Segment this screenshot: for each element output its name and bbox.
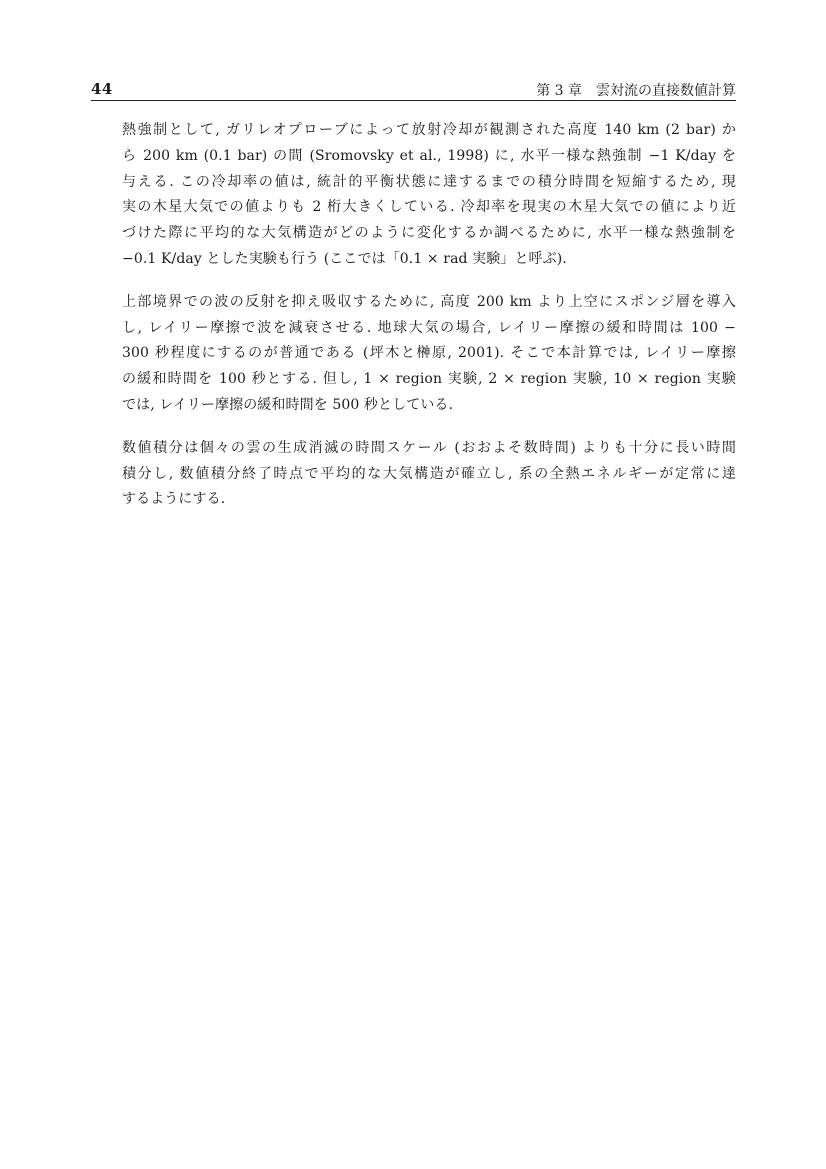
text-line: ら 200 km (0.1 bar) の間 (Sromovsky et al., 1998) に, 水平一様な熱強制 −1 K/day を bbox=[122, 147, 736, 164]
text-line: するようにする. bbox=[122, 491, 226, 508]
paragraph-heat-forcing bbox=[122, 118, 736, 273]
text-line: づけた際に平均的な大気構造がどのように変化するか調べるために, 水平一様な熱強制を bbox=[122, 225, 736, 242]
text-line: の緩和時間を 100 秒とする. 但し, 1 × region 実験, 2 × region 実験, 10 × region 実験 bbox=[122, 371, 736, 388]
text-line: 熱強制として, ガリレオプローブによって放射冷却が観測された高度 140 km (2 bar) か bbox=[122, 122, 736, 138]
body-text bbox=[122, 118, 736, 530]
page-number: 44 bbox=[91, 80, 113, 98]
text-line: 上部境界での波の反射を抑え吸収するために, 高度 200 km より上空にスポンジ層を導入 bbox=[122, 293, 736, 310]
text-line: −0.1 K/day とした実験も行う (ここでは「0.1 × rad 実験」と呼ぶ). bbox=[122, 250, 567, 267]
text-line: 積分し, 数値積分終了時点で平均的な大気構造が確立し, 系の全熱エネルギーが定常に達 bbox=[122, 465, 736, 482]
running-header bbox=[91, 78, 736, 101]
paragraph-sponge-layer bbox=[122, 290, 736, 419]
text-line: 実の木星大気での値よりも 2 桁大きくしている. 冷却率を現実の木星大気での値により近 bbox=[122, 199, 736, 216]
text-line: では, レイリー摩擦の緩和時間を 500 秒としている. bbox=[122, 396, 454, 413]
text-line: 300 秒程度にするのが普通である (坪木と榊原, 2001). そこで本計算では, レイリー摩擦 bbox=[122, 345, 736, 362]
chapter-title: 第 3 章 雲対流の直接数値計算 bbox=[536, 83, 736, 99]
text-line: 数値積分は個々の雲の生成消滅の時間スケール (おおよそ数時間) よりも十分に長い時間 bbox=[122, 439, 736, 456]
paragraph-integration-time bbox=[122, 436, 736, 513]
text-line: 与える. この冷却率の値は, 統計的平衡状態に達するまでの積分時間を短縮するため, 現 bbox=[122, 173, 736, 190]
text-line: し, レイリー摩擦で波を減衰させる. 地球大気の場合, レイリー摩擦の緩和時間は 100 − bbox=[122, 319, 736, 336]
